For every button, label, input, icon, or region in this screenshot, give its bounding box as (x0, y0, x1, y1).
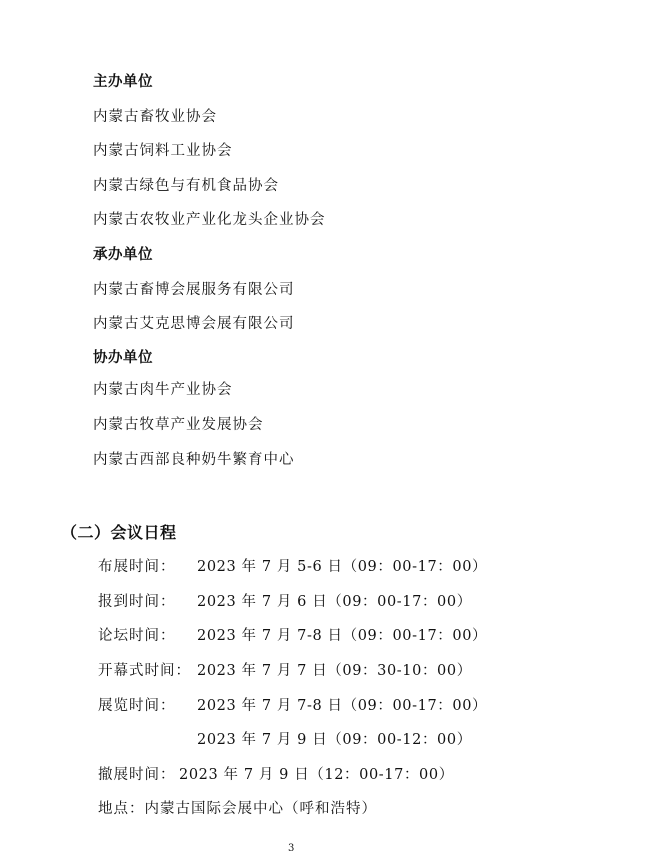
schedule-title: （二）会议日程 (61, 523, 177, 542)
registration-time-value: 2023 年 7 月 6 日（09：00-17：00） (197, 594, 472, 610)
teardown-time-value: 2023 年 7 月 9 日（12：00-17：00） (179, 767, 454, 783)
forum-time-label: 论坛时间： (98, 628, 176, 644)
exhibition-time-label: 展览时间： (98, 698, 176, 714)
host-units-heading: 主办单位 (93, 74, 153, 90)
location-text: 地点：内蒙古国际会展中心（呼和浩特） (98, 801, 377, 817)
exhibition-time-value-2: 2023 年 7 月 9 日（09：00-12：00） (197, 732, 472, 748)
co-organizer-unit: 内蒙古西部良种奶牛繁育中心 (93, 452, 295, 468)
co-organizer-units-heading: 协办单位 (93, 350, 153, 366)
host-unit: 内蒙古饲料工业协会 (93, 143, 233, 159)
host-unit: 内蒙古畜牧业协会 (93, 109, 217, 125)
host-unit: 内蒙古农牧业产业化龙头企业协会 (93, 212, 326, 228)
opening-time-value: 2023 年 7 月 7 日（09：30-10：00） (197, 663, 472, 679)
forum-time-value: 2023 年 7 月 7-8 日（09：00-17：00） (197, 628, 488, 644)
opening-time-label: 开幕式时间： (98, 663, 191, 679)
exhibition-time-value: 2023 年 7 月 7-8 日（09：00-17：00） (197, 698, 488, 714)
undertaker-unit: 内蒙古畜博会展服务有限公司 (93, 282, 295, 298)
setup-time-value: 2023 年 7 月 5-6 日（09：00-17：00） (197, 559, 488, 575)
co-organizer-unit: 内蒙古牧草产业发展协会 (93, 417, 264, 433)
teardown-time-label: 撤展时间： (98, 767, 176, 783)
page-number: 3 (288, 843, 295, 854)
undertaker-unit: 内蒙古艾克思博会展有限公司 (93, 316, 295, 332)
host-unit: 内蒙古绿色与有机食品协会 (93, 178, 279, 194)
undertaker-units-heading: 承办单位 (93, 247, 153, 263)
registration-time-label: 报到时间： (98, 594, 176, 610)
co-organizer-unit: 内蒙古肉牛产业协会 (93, 382, 233, 398)
setup-time-label: 布展时间： (98, 559, 176, 575)
